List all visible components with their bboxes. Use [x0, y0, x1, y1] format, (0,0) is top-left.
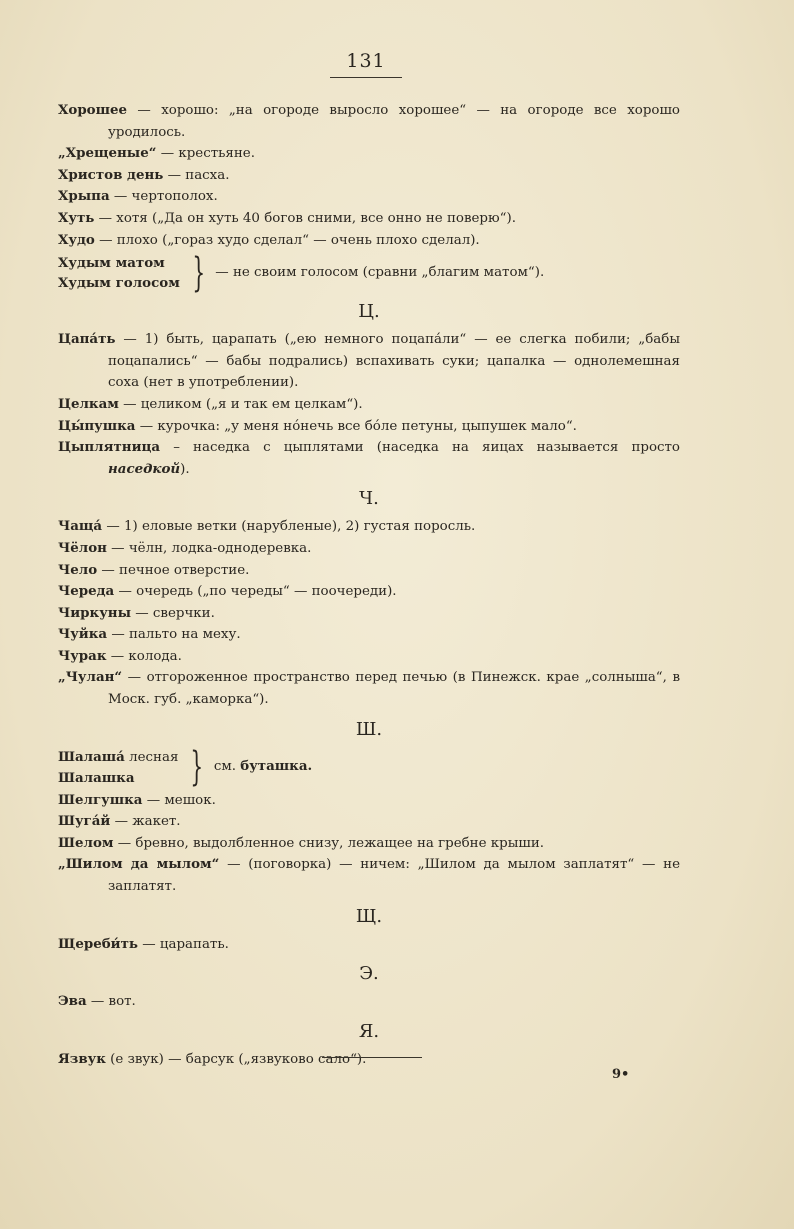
headword: Чёлон	[58, 539, 107, 556]
headword: Цы́пушка	[58, 417, 136, 434]
dictionary-entry	[58, 646, 680, 668]
dictionary-entry	[58, 516, 680, 538]
dictionary-entry	[58, 416, 680, 438]
dictionary-entry	[58, 437, 680, 480]
dictionary-entry	[58, 208, 680, 230]
definition: — сверчки.	[131, 605, 215, 621]
curly-brace: }	[192, 250, 205, 297]
definition: — не своим голосом (сравни „благим матом“).	[215, 265, 545, 281]
dictionary-entry	[58, 934, 680, 956]
dictionary-entry	[58, 833, 680, 855]
dictionary-entry	[58, 581, 680, 603]
definition: — вот.	[86, 994, 136, 1010]
headword: „Чулан“	[58, 669, 123, 686]
headword: Чиркуны	[58, 604, 131, 621]
dictionary-entry	[58, 603, 680, 625]
definition: — жакет.	[110, 814, 181, 830]
definition: – наседка с цыплятами (наседка на яицах называется просто	[160, 440, 680, 456]
dictionary-entry	[58, 560, 680, 582]
definition: см.	[213, 759, 241, 775]
section-letter: Ц.	[358, 301, 380, 323]
headword: Худым матом	[58, 255, 165, 272]
headword: Цыплятница	[58, 439, 161, 456]
definition: — курочка: „у меня нóнечь все бóле петуны, цыпушек мало“.	[135, 418, 577, 434]
brace-entry	[58, 744, 680, 791]
headword: Чуйка	[58, 626, 108, 643]
definition: — целиком („я и так ем целкам“).	[118, 396, 363, 412]
page-number-rule	[330, 77, 402, 78]
dictionary-entry	[58, 854, 680, 897]
brace-entry	[58, 250, 680, 297]
headword: Шелгушка	[58, 791, 143, 808]
definition: — крестьяне.	[156, 146, 255, 162]
definition: — царапать.	[137, 936, 229, 952]
section-letter: Щ.	[355, 905, 383, 927]
definition: — хорошо: „на огороде выросло хорошее“ — на огороде все хорошо уродилось.	[108, 103, 680, 140]
definition: — чертополох.	[109, 189, 218, 205]
definition: — хотя („Да он хуть 40 богов сними, все онно не поверю“).	[94, 210, 516, 226]
headword: Целкам	[58, 395, 119, 412]
curly-brace: }	[190, 744, 204, 791]
headword: Шуга́й	[58, 813, 111, 830]
definition: — пасха.	[163, 167, 230, 183]
headword: Хуть	[58, 209, 95, 226]
emphasis: наседкой	[108, 460, 181, 477]
definition: — плохо („гораз худо сделал“ — очень плохо сделал).	[94, 232, 480, 248]
definition: — 1) быть, царапать („ею немного поцапа́ли“ — ее слегка побили; „бабы поцапались“ — бабы подрались) вспахивать суки; цапалка — однолемешная соха (нет в употреблении).	[108, 332, 680, 391]
headword: Щереби́ть	[58, 935, 138, 952]
headword: „Хрещеные“	[58, 145, 157, 162]
dictionary-entry	[58, 143, 680, 165]
dictionary-entry	[58, 811, 680, 833]
headword: Чело	[58, 561, 98, 578]
printer-signature: 9•	[612, 1067, 630, 1082]
dictionary-entry	[58, 667, 680, 710]
definition: — (поговорка) — ничем: „Шилом да мылом заплатят“ — не заплатят.	[108, 857, 680, 895]
dictionary-entry	[58, 538, 680, 560]
dictionary-content	[58, 100, 680, 1070]
headword: Шелом	[58, 834, 114, 851]
headword: Цапа́ть	[58, 331, 116, 348]
headword: „Шилом да мылом“	[58, 856, 220, 873]
definition: — очередь („по череды“ — поочереди).	[114, 584, 397, 600]
definition: — 1) еловые ветки (нарубленые), 2) густая поросль.	[102, 519, 476, 535]
dictionary-entry	[58, 165, 680, 187]
headword: Хорошее	[58, 102, 128, 118]
headword: Худо	[58, 231, 95, 248]
section-letter: Ш.	[355, 718, 383, 740]
definition: (е звук) — барсук („язвуково сало“).	[105, 1051, 367, 1067]
definition: — печное отверстие.	[97, 562, 250, 578]
dictionary-entry	[58, 624, 680, 646]
dictionary-entry	[58, 186, 680, 208]
dictionary-entry	[58, 394, 680, 416]
definition: — мешок.	[142, 792, 216, 808]
cross-reference: буташка.	[240, 758, 313, 775]
headword: Череда	[58, 583, 115, 600]
dictionary-entry	[58, 790, 680, 812]
page-number: 131	[346, 50, 386, 72]
end-rule	[322, 1057, 422, 1058]
definition: — отгороженное пространство перед печью (в Пинежск. крае „солныша“, в Моск. губ. „каморка“).	[108, 670, 680, 708]
section-letter: Э.	[359, 963, 379, 985]
section-letter: Я.	[358, 1020, 380, 1042]
headword: Чурак	[58, 647, 107, 664]
definition: — бревно, выдолбленное снизу, лежащее на гребне крыши.	[113, 835, 545, 851]
dictionary-entry	[58, 100, 680, 143]
dictionary-entry	[58, 991, 680, 1013]
headword: Хрыпа	[58, 188, 110, 205]
section-letter: Ч.	[359, 488, 379, 510]
dictionary-entry	[58, 329, 680, 394]
headword: Шалашка	[58, 769, 135, 786]
headword: Шалаша́	[58, 748, 125, 765]
definition-tail: ).	[180, 461, 190, 477]
dictionary-entry	[58, 1049, 680, 1071]
headword: Эва	[58, 993, 87, 1010]
headword-qualifier: лесная	[124, 749, 179, 765]
headword: Чаща́	[58, 518, 103, 535]
definition: — колода.	[106, 648, 182, 664]
headword: Худым голосом	[58, 275, 180, 292]
headword: Язвук	[58, 1050, 106, 1067]
dictionary-entry	[58, 230, 680, 252]
definition: — пальто на меху.	[107, 627, 241, 643]
definition: — чёлн, лодка-однодеревка.	[106, 540, 312, 556]
headword: Христов день	[58, 166, 164, 183]
